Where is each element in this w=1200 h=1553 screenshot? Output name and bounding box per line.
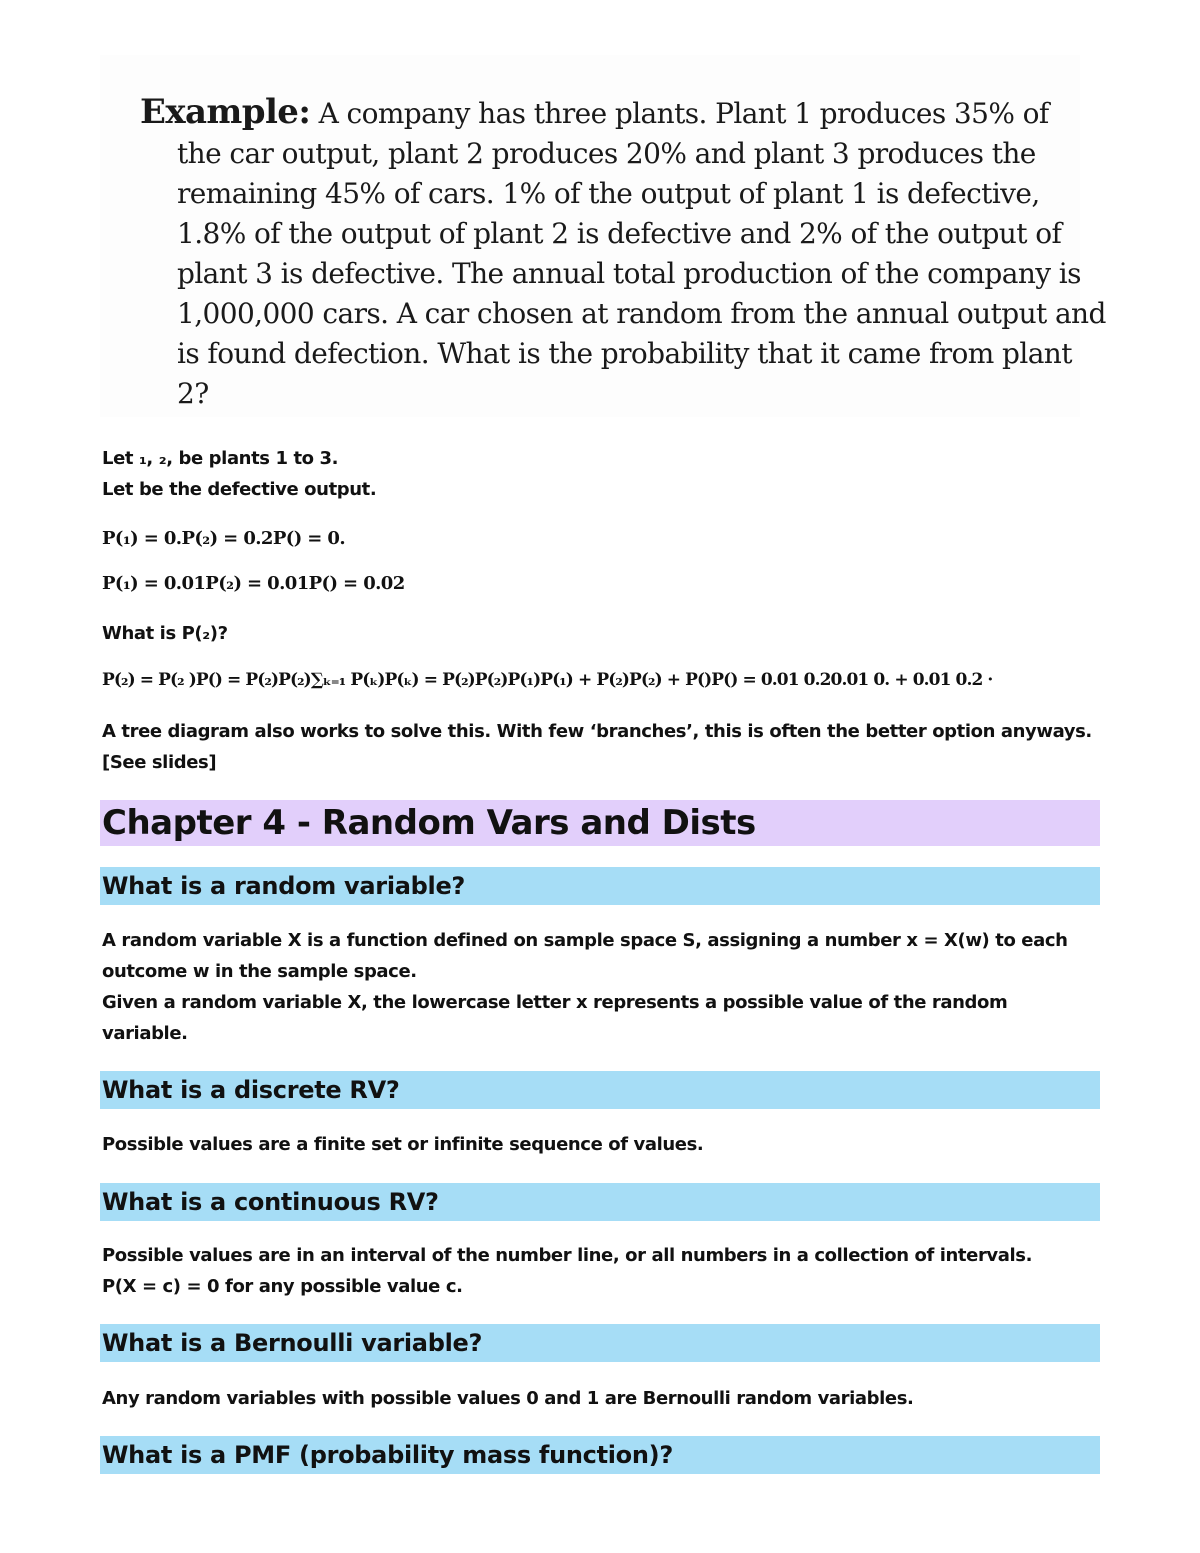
section-heading-pmf: What is a PMF (probability mass function)? xyxy=(100,1436,1100,1474)
rv-definition-line-1: A random variable X is a function defined on sample space S, assigning a number x = X(w) to each xyxy=(102,930,1068,951)
continuous-rv-line-1: Possible values are in an interval of the number line, or all numbers in a collection of intervals. xyxy=(102,1245,1033,1266)
example-line: 2? xyxy=(177,377,209,410)
example-label: Example: xyxy=(140,92,311,132)
solution-see-slides: [See slides] xyxy=(102,752,217,773)
rv-definition-line-2: outcome w in the sample space. xyxy=(102,961,417,982)
rv-definition-line-4: variable. xyxy=(102,1023,188,1044)
example-line: 1,000,000 cars. A car chosen at random from the annual output and xyxy=(177,297,1106,330)
example-line-1 xyxy=(140,92,1080,134)
equation-likelihoods: P(₁) = 0.01P(₂) = 0.01P() = 0.02 xyxy=(102,573,405,594)
bernoulli-text: Any random variables with possible values 0 and 1 are Bernoulli random variables. xyxy=(102,1388,914,1409)
section-heading-discrete-rv: What is a discrete RV? xyxy=(100,1071,1100,1109)
discrete-rv-text: Possible values are a finite set or infinite sequence of values. xyxy=(102,1134,704,1155)
solution-question: What is P(₂)? xyxy=(102,623,228,644)
section-heading-bernoulli: What is a Bernoulli variable? xyxy=(100,1324,1100,1362)
section-heading-random-variable: What is a random variable? xyxy=(100,867,1100,905)
rv-definition-line-3: Given a random variable X, the lowercase letter x represents a possible value of the random xyxy=(102,992,1008,1013)
example-line: remaining 45% of cars. 1% of the output of plant 1 is defective, xyxy=(177,177,1040,210)
equation-bayes: P(₂) = P(₂ )P() = P(₂)P(₂)∑ₖ₌₁ P(ₖ)P(ₖ) = P(₂)P(₂)P(₁)P(₁) + P(₂)P(₂) + P()P() = 0.01 0.20.01 0. + 0.01 0.2 · xyxy=(102,670,993,690)
example-line: 1.8% of the output of plant 2 is defective and 2% of the output of xyxy=(177,217,1062,250)
continuous-rv-line-2: P(X = c) = 0 for any possible value c. xyxy=(102,1276,463,1297)
example-line: is found defection. What is the probability that it came from plant xyxy=(177,337,1072,370)
example-problem xyxy=(140,92,1106,414)
example-text: A company has three plants. Plant 1 produces 35% of xyxy=(318,97,1049,130)
example-line: the car output, plant 2 produces 20% and plant 3 produces the xyxy=(177,137,1036,170)
solution-let-plants: Let ₁, ₂, be plants 1 to 3. xyxy=(102,448,339,469)
chapter-heading: Chapter 4 - Random Vars and Dists xyxy=(100,800,1100,846)
solution-tree-note: A tree diagram also works to solve this. With few ‘branches’, this is often the better option anyways. xyxy=(102,721,1092,742)
solution-let-defective: Let be the defective output. xyxy=(102,479,377,500)
equation-priors: P(₁) = 0.P(₂) = 0.2P() = 0. xyxy=(102,528,346,549)
section-heading-continuous-rv: What is a continuous RV? xyxy=(100,1183,1100,1221)
example-line: plant 3 is defective. The annual total production of the company is xyxy=(177,257,1081,290)
